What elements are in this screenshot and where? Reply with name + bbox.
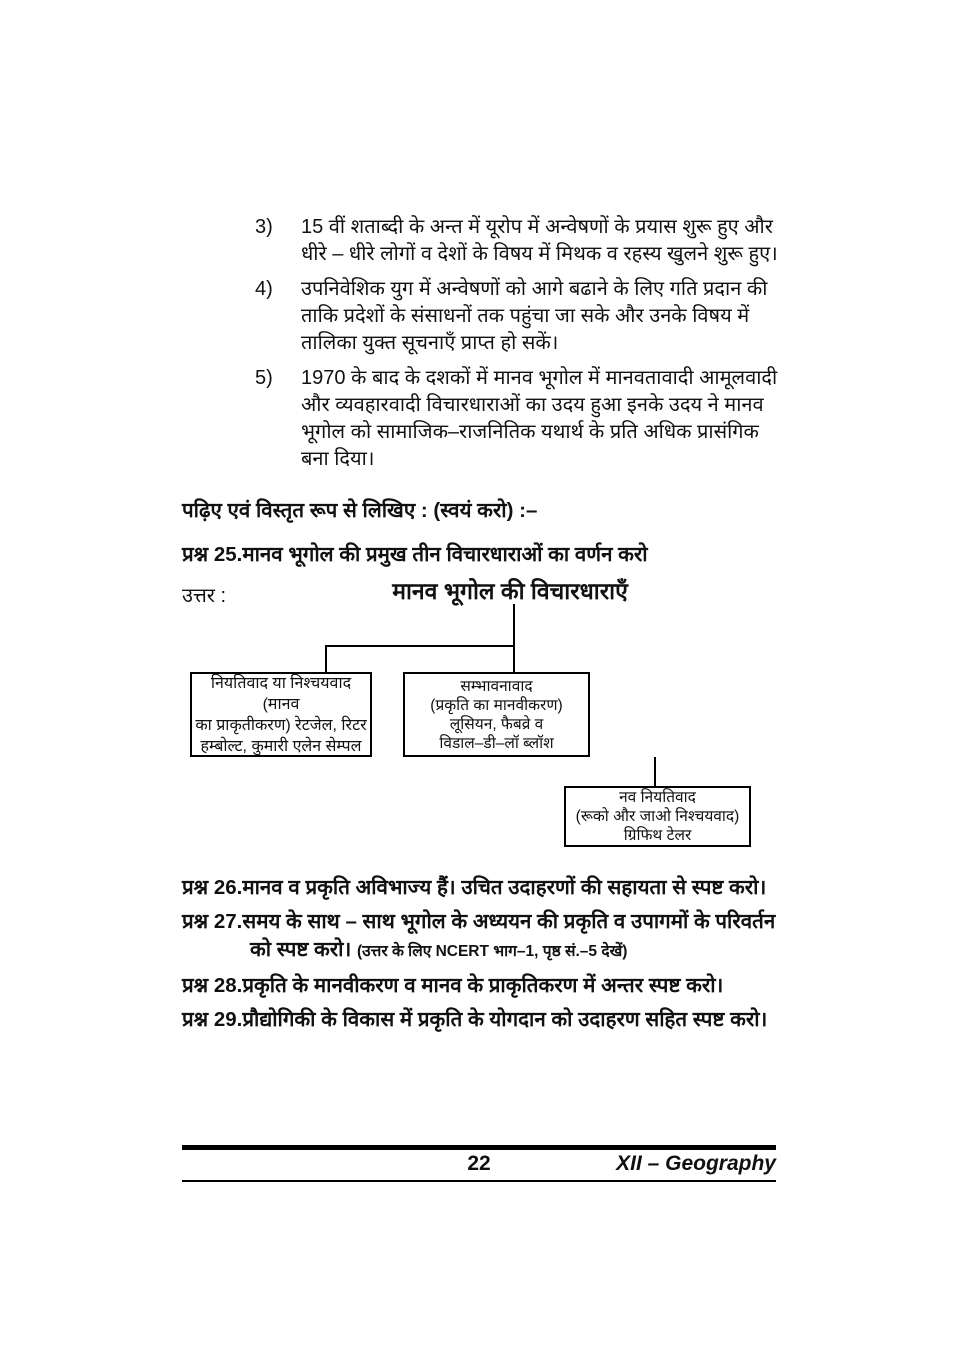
numbered-list xyxy=(255,214,779,481)
footer-rule-bottom xyxy=(182,1180,776,1182)
question-29-label: प्रश्न 29. xyxy=(182,1008,243,1031)
list-item-number: 3) xyxy=(255,216,273,238)
book-title: XII – Geography xyxy=(616,1152,776,1175)
list-item xyxy=(255,214,779,268)
question-25-text: मानव भूगोल की प्रमुख तीन विचारधाराओं का वर्णन करो xyxy=(242,543,648,566)
diagram-box-line: का प्राकृतीकरण) रेटजेल, रिटर xyxy=(195,716,367,734)
question-26 xyxy=(182,874,782,902)
question-27-label: प्रश्न 27. xyxy=(182,910,243,933)
list-item-text: 1970 के बाद के दशकों में मानव भूगोल में मानवतावादी आमूलवादी और व्यवहारवादी विचारधाराओं का उदय हुआ इनके उदय ने मानव भूगोल को सामाजिक–राजनितिक यथार्थ के प्रति अधिक प्रासंगिक बना दिया। xyxy=(301,367,778,470)
answer-label: उत्तर : xyxy=(182,585,227,607)
question-28 xyxy=(182,972,782,1000)
list-item xyxy=(255,276,779,357)
diagram-box-line: हम्बोल्ट, कुमारी एलेन सेम्पल xyxy=(200,737,362,755)
diagram-box-line: (प्रकृति का मानवीकरण) xyxy=(430,696,563,714)
diagram-box-line: नियतिवाद या निश्चयवाद (मानव xyxy=(210,674,352,713)
page-number: 22 xyxy=(467,1152,491,1175)
diagram-box-determinism xyxy=(190,672,372,757)
diagram-connector-line xyxy=(325,645,327,673)
footer-rule-top xyxy=(182,1145,776,1150)
instruction-line: पढ़िए एवं विस्तृत रूप से लिखिए : (स्वयं करो) :– xyxy=(182,499,538,522)
diagram-box-line: ग्रिफिथ टेलर xyxy=(623,827,692,844)
diagram-box-line: लूसियन, फैबव्रे व xyxy=(449,715,544,733)
list-item-number: 5) xyxy=(255,367,273,389)
diagram-connector-line xyxy=(325,645,515,647)
question-26-label: प्रश्न 26. xyxy=(182,876,243,899)
diagram-title: मानव भूगोल की विचारधाराएँ xyxy=(392,578,628,604)
diagram-box-line: (रूको और जाओ निश्चयवाद) xyxy=(575,808,740,825)
diagram-connector-line xyxy=(513,604,515,672)
question-28-label: प्रश्न 28. xyxy=(182,974,243,997)
questions-section xyxy=(182,874,782,1040)
list-item-text: 15 वीं शताब्दी के अन्त में यूरोप में अन्वेषणों के प्रयास शुरू हुए और धीरे – धीरे लोगों व देशों के विषय में मिथक व रहस्य खुलने शुरू हुए। xyxy=(301,216,778,265)
list-item-number: 4) xyxy=(255,278,273,300)
question-29-text: प्रौद्योगिकी के विकास में प्रकृति के योगदान को उदाहरण सहित स्पष्ट करो। xyxy=(242,1008,768,1031)
question-27 xyxy=(182,908,782,966)
question-29 xyxy=(182,1006,782,1034)
diagram-box-neo-determinism xyxy=(564,786,751,847)
list-item xyxy=(255,365,779,473)
question-25 xyxy=(182,540,782,568)
question-25-label: प्रश्न 25. xyxy=(182,543,243,566)
diagram-connector-line xyxy=(654,757,656,787)
question-27-note: (उत्तर के लिए NCERT भाग–1, पृष्ठ सं.–5 देखें) xyxy=(356,943,628,960)
diagram-box-line: सम्भावनावाद xyxy=(460,677,533,695)
list-item-text: उपनिवेशिक युग में अन्वेषणों को आगे बढाने के लिए गति प्रदान की ताकि प्रदेशों के संसाधनों तक पहुंचा जा सके और उनके विषय में तालिका युक्त सूचनाएँ प्राप्त हो सकें। xyxy=(301,278,768,354)
question-26-text: मानव व प्रकृति अविभाज्य हैं। उचित उदाहरणों की सहायता से स्पष्ट करो। xyxy=(242,876,767,899)
question-27-text: समय के साथ – साथ भूगोल के अध्ययन की प्रकृति व उपागमों के परिवर्तन को स्पष्ट करो। xyxy=(242,910,776,961)
diagram-box-line: विडाल–डी–लॉ ब्लॉश xyxy=(439,734,554,752)
diagram-box-line: नव नियतिवाद xyxy=(619,789,696,806)
question-28-text: प्रकृति के मानवीकरण व मानव के प्राकृतिकरण में अन्तर स्पष्ट करो। xyxy=(242,974,724,997)
diagram-box-possibilism xyxy=(403,672,590,757)
